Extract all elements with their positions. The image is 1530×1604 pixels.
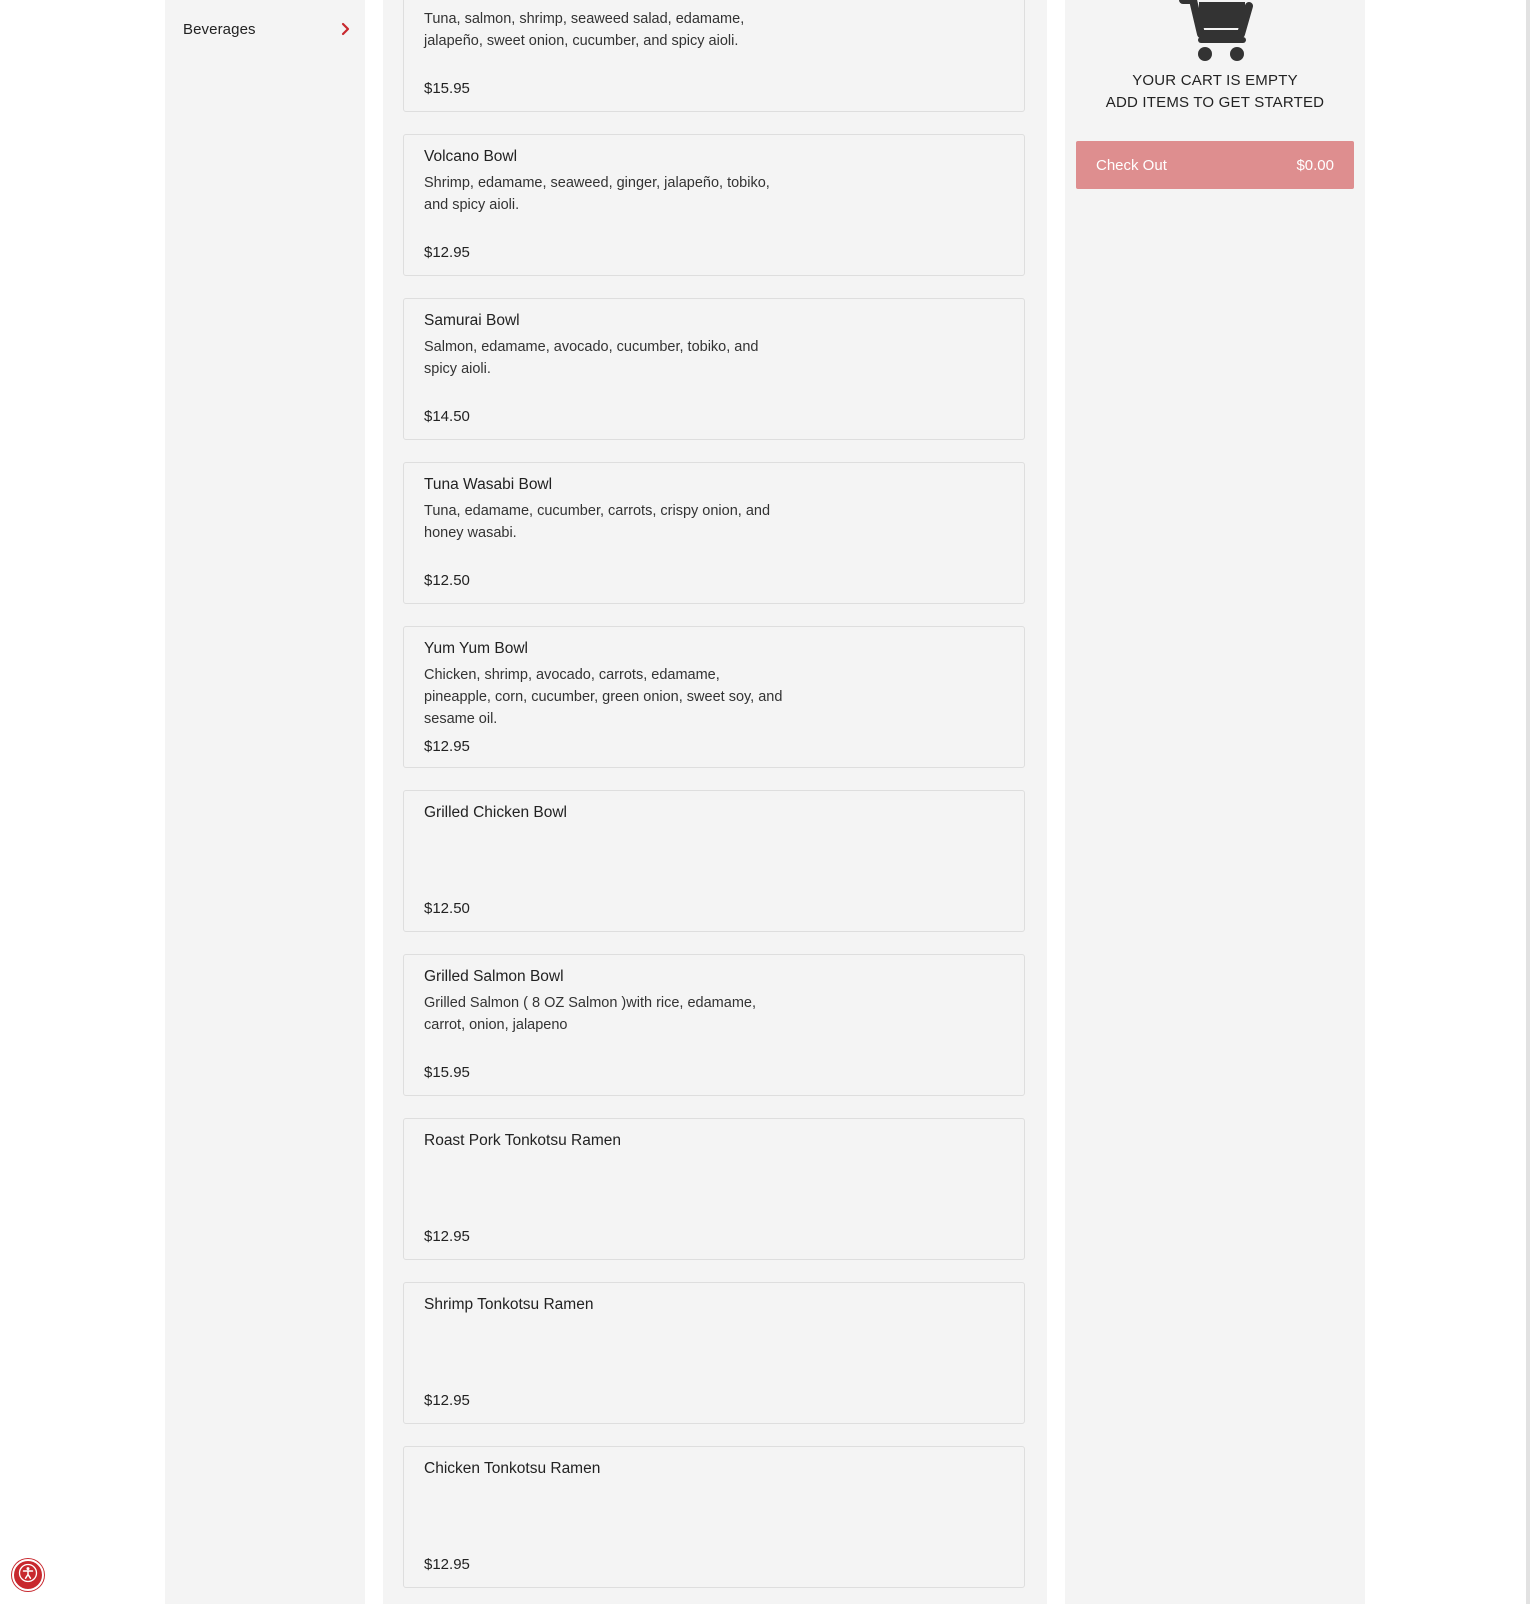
page-scrollbar[interactable]: [1526, 0, 1530, 1604]
menu-item-name: Tuna Wasabi Bowl: [424, 476, 553, 493]
chevron-right-icon: [339, 22, 351, 36]
checkout-total: $0.00: [1296, 156, 1334, 174]
menu-item-price: $14.50: [424, 408, 470, 425]
menu-item-price: $12.95: [424, 1556, 470, 1573]
menu-item-name: Roast Pork Tonkotsu Ramen: [424, 1132, 622, 1149]
menu-item-card[interactable]: [403, 954, 1025, 1096]
menu-item-card[interactable]: [403, 298, 1025, 440]
menu-item-price: $12.95: [424, 1392, 470, 1409]
menu-item-description: Grilled Salmon ( 8 OZ Salmon )with rice, edamame, carrot, onion, jalapeno: [424, 995, 756, 1033]
menu-item-description: Tuna, salmon, shrimp, seaweed salad, edamame, jalapeño, sweet onion, cucumber, and spicy aioli.: [424, 11, 745, 49]
accessibility-button[interactable]: [12, 1559, 44, 1591]
menu-item-name: Grilled Salmon Bowl: [424, 968, 564, 985]
checkout-label: Check Out: [1096, 156, 1167, 174]
menu-item-card[interactable]: [403, 626, 1025, 768]
cart-icon: [1179, 0, 1255, 64]
menu-item-card[interactable]: [403, 790, 1025, 932]
menu-item-price: $12.50: [424, 572, 470, 589]
checkout-button[interactable]: [1076, 141, 1354, 189]
menu-item-price: $15.95: [424, 80, 470, 97]
menu-item-name: Volcano Bowl: [424, 148, 518, 165]
menu-item-name: Yum Yum Bowl: [424, 640, 528, 657]
menu-item-card[interactable]: [403, 1118, 1025, 1260]
menu-item-name: Grilled Chicken Bowl: [424, 804, 567, 821]
menu-item-price: $12.95: [424, 244, 470, 261]
menu-item-price: $12.95: [424, 1228, 470, 1245]
cart-panel: [1065, 0, 1365, 1604]
menu-item-card[interactable]: [403, 1282, 1025, 1424]
menu-item-description: Salmon, edamame, avocado, cucumber, tobiko, and spicy aioli.: [424, 339, 759, 377]
menu-item-card[interactable]: [403, 0, 1025, 112]
menu-item-price: $12.95: [424, 738, 470, 755]
menu-item-price: $15.95: [424, 1064, 470, 1081]
menu-item-card[interactable]: [403, 462, 1025, 604]
menu-item-description: Chicken, shrimp, avocado, carrots, edamame, pineapple, corn, cucumber, green onion, sweet soy, and sesame oil.: [424, 667, 783, 727]
category-sidebar: [165, 0, 365, 1604]
menu-item-price: $12.50: [424, 900, 470, 917]
menu-item-card[interactable]: [403, 1446, 1025, 1588]
menu-item-description: Shrimp, edamame, seaweed, ginger, jalapeño, tobiko, and spicy aioli.: [424, 175, 770, 213]
menu-item-description: Tuna, edamame, cucumber, carrots, crispy onion, and honey wasabi.: [424, 503, 771, 541]
category-label: Beverages: [183, 20, 256, 38]
menu-item-name: Shrimp Tonkotsu Ramen: [424, 1296, 594, 1313]
cart-empty-hint: ADD ITEMS TO GET STARTED: [1105, 94, 1325, 111]
menu-item-card[interactable]: [403, 134, 1025, 276]
menu-item-name: Chicken Tonkotsu Ramen: [424, 1460, 601, 1477]
cart-empty-message: YOUR CART IS EMPTY: [1132, 72, 1298, 89]
accessibility-icon: [18, 1563, 38, 1588]
menu-item-name: Samurai Bowl: [424, 312, 520, 329]
menu-items-column: [383, 0, 1047, 1604]
category-item-beverages[interactable]: [183, 16, 351, 42]
